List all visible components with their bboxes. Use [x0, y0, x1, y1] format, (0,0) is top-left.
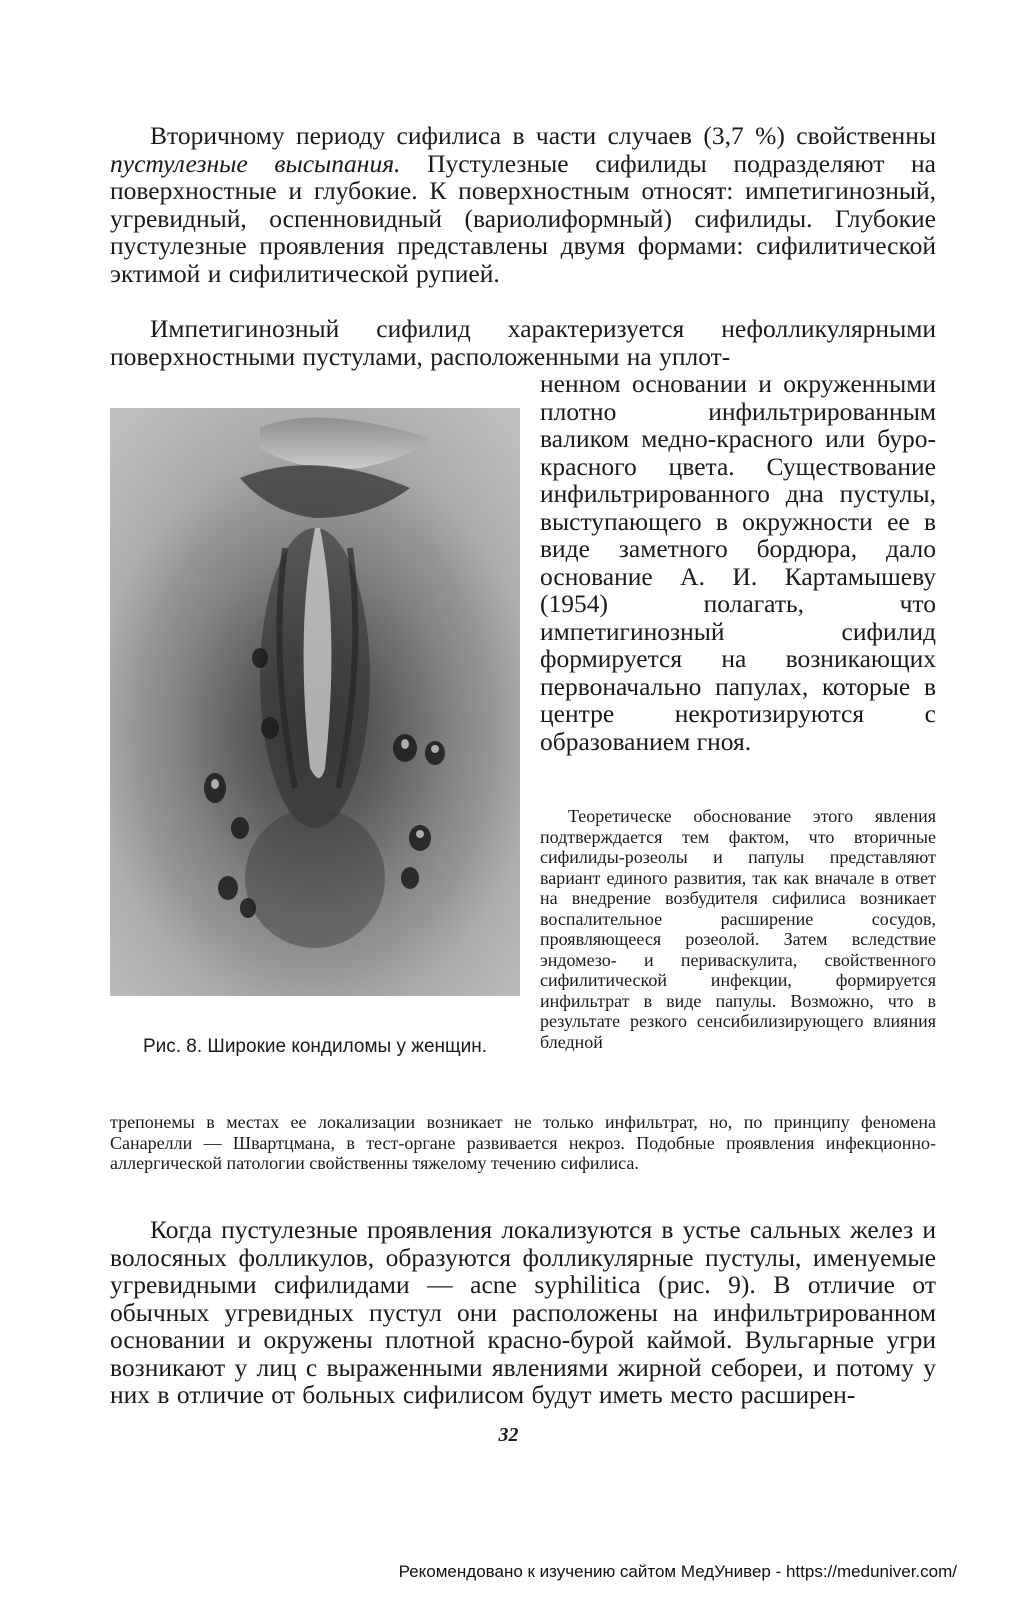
- figure-caption: Рис. 8. Широкие кондиломы у женщин.: [142, 1036, 488, 1057]
- paragraph-1: [110, 122, 936, 287]
- paragraph-2-continuation: ненном основании и окруженными плотно инфильтрированным валиком медно-красного или буро-красного цвета. Существование инфильтрированного дна пустулы, выступающего в окружности ее в виде заметного бордюра, дало основание А. И. Картамышеву (1954) полагать, что импетигинозный сифилид формируется на возникающих первоначально папулах, которые в центре некротизируются с образованием гноя.: [540, 369, 936, 756]
- figure-photo: [110, 408, 520, 996]
- small-print-wide: трепонемы в местах ее локализации возникает не только инфильтрат, но, по принципу феномена Санарелли — Швартцмана, в тест-органе развивается некроз. Подобные проявления инфекционно-аллергической патологии свойственны тяжелому течению сифилиса.: [110, 1112, 936, 1173]
- paragraph-2-start: Импетигинозный сифилид характеризуется нефолликулярными поверхностными пустулами, расположенными на уплот-: [110, 314, 936, 371]
- footer-text: Рекомендовано к изучению сайтом МедУнивер - https://meduniver.com/: [398, 1562, 957, 1581]
- small-print-column: Теоретическе обоснование этого явления подтверждается тем фактом, что вторичные сифилиды-розеолы и папулы представляют вариант единого развития, так как вначале в ответ на внедрение возбудителя сифилиса возникает воспалительное расширение сосудов, проявляющееся розеолой. Затем вследствие эндомезо- и периваскулита, свойственного сифилитической инфекции, формируется инфильтрат в виде папулы. Возможно, что в результате резкого сенсибилизирующего влияния бледной: [540, 806, 936, 1052]
- figure-illustration: [110, 408, 520, 996]
- paragraph-1-start: Вторичному периоду сифилиса в части случаев (3,7 %) свойственны: [150, 121, 936, 150]
- paragraph-3: Когда пустулезные проявления локализуются в устье сальных желез и волосяных фолликулов, образуются фолликулярные пустулы, именуемые угревидными сифилидами — acne syphilitica (рис. 9). В отличие от обычных угревидных пустул они расположены на инфильтрированном основании и окружены плотной красно-бурой каймой. Вульгарные угри возникают у лиц с выраженными явлениями жирной себореи, и потому у них в отличие от больных сифилисом будут иметь место расширен-: [110, 1215, 936, 1409]
- page-number: 32: [498, 1424, 519, 1446]
- paragraph-1-italic: пустулезные высыпания.: [110, 148, 401, 178]
- paragraph-1-end: Пустулезные сифилиды подразделяют на поверхностные и глубокие. К поверхностным относят: импетигинозный, угревидный, оспенновидный (вариолиформный) сифилиды. Глубокие пустулезные проявления представлены двумя формами: сифилитической эктимой и сифилитической рупией.: [110, 148, 936, 288]
